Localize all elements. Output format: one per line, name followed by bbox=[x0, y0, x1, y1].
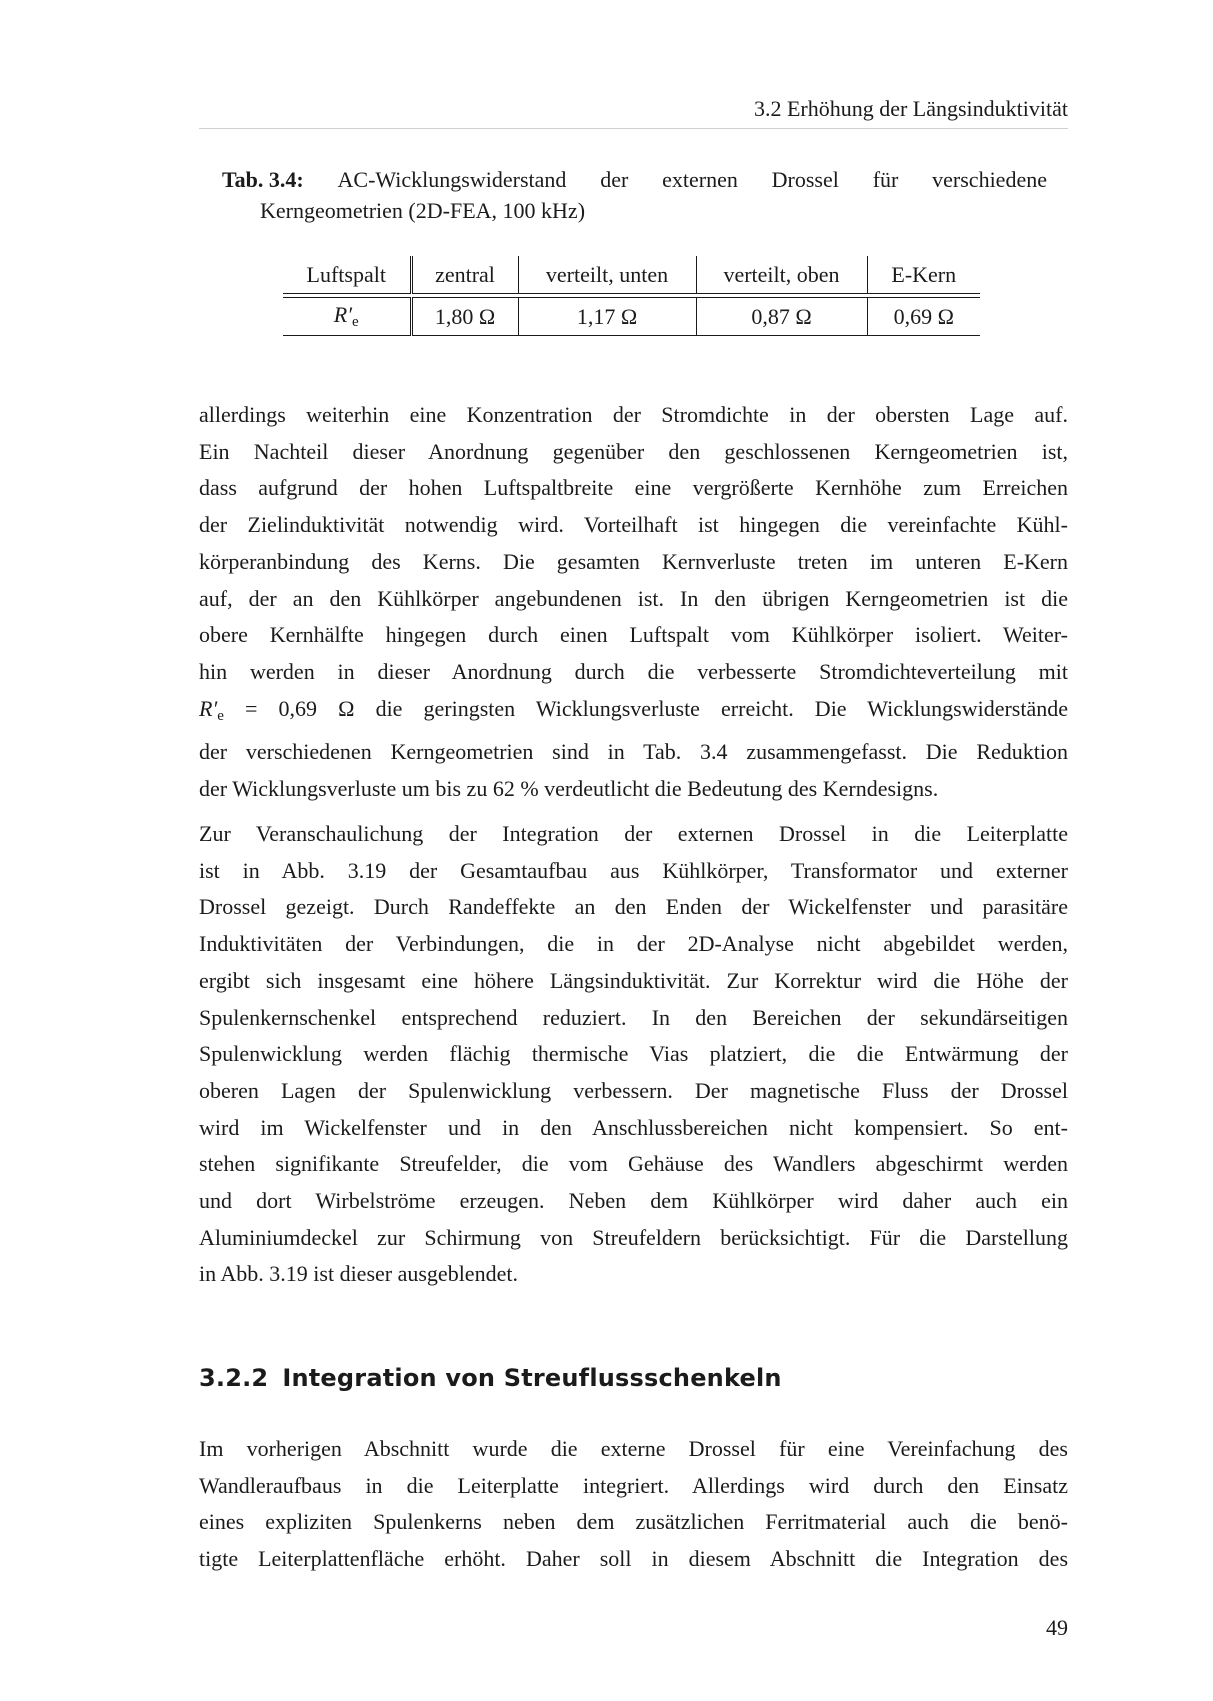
text-line: der verschiedenen Kerngeometrien sind in Tab. 3.4 zusammengefasst. Die Reduktion bbox=[199, 739, 1068, 765]
page-number: 49 bbox=[1046, 1615, 1068, 1640]
paragraph-2 bbox=[199, 816, 1068, 1293]
text-line: Ein Nachteil dieser Anordnung gegenüber den geschlossenen Kerngeometrien ist, bbox=[199, 438, 1068, 464]
text-line: wird im Wickelfenster und in den Anschlussbereichen nicht kompensiert. So ent- bbox=[199, 1114, 1068, 1140]
caption-word: AC-Wicklungswiderstand bbox=[337, 167, 567, 192]
resistance-symbol: R′ bbox=[199, 695, 218, 721]
table-col-header: verteilt, unten bbox=[518, 256, 696, 294]
caption-word: externen bbox=[662, 167, 738, 192]
table-cell: 1,17 Ω bbox=[518, 298, 696, 336]
resistance-subscript: e bbox=[352, 314, 359, 330]
table-cell: 1,80 Ω bbox=[411, 298, 518, 336]
text-line: der Wicklungsverluste um bis zu 62 % verdeutlicht die Bedeutung des Kerndesigns. bbox=[199, 776, 939, 802]
caption-label: Tab. 3.4: bbox=[222, 167, 304, 192]
table-row-label bbox=[283, 298, 411, 336]
text-line: dass aufgrund der hohen Luftspaltbreite eine vergrößerte Kernhöhe zum Erreichen bbox=[199, 475, 1068, 501]
math-line-text: = 0,69 Ω die geringsten Wicklungsverluste erreicht. Die Wicklungswiderstände bbox=[245, 695, 1068, 721]
paragraph-3 bbox=[199, 1431, 1068, 1578]
section-heading bbox=[199, 1362, 782, 1394]
text-line: auf, der an den Kühlkörper angebundenen ist. In den übrigen Kerngeometrien ist die bbox=[199, 585, 1068, 611]
caption-line-2: Kerngeometrien (2D-FEA, 100 kHz) bbox=[260, 198, 586, 223]
section-number: 3.2.2 bbox=[199, 1364, 269, 1392]
caption-line-1 bbox=[222, 164, 1047, 195]
text-line: Wandleraufbaus in die Leiterplatte integriert. Allerdings wird durch den Einsatz bbox=[199, 1472, 1068, 1498]
text-line: hin werden in dieser Anordnung durch die verbesserte Stromdichteverteilung mit bbox=[199, 658, 1068, 684]
text-line: in Abb. 3.19 ist dieser ausgeblendet. bbox=[199, 1261, 518, 1287]
table-col-header: E-Kern bbox=[867, 256, 980, 294]
header-rule bbox=[199, 128, 1068, 129]
resistance-symbol: R′ bbox=[333, 302, 353, 327]
running-head: 3.2 Erhöhung der Längsinduktivität bbox=[753, 96, 1068, 121]
text-line: und dort Wirbelströme erzeugen. Neben dem Kühlkörper wird daher auch ein bbox=[199, 1188, 1068, 1214]
caption-word: verschiedene bbox=[932, 167, 1047, 192]
text-line: Aluminiumdeckel zur Schirmung von Streufeldern berücksichtigt. Für die Darstellung bbox=[199, 1224, 1068, 1250]
resistance-subscript: e bbox=[217, 707, 224, 724]
table-cell: 0,69 Ω bbox=[867, 298, 980, 336]
table-caption bbox=[222, 164, 1047, 226]
paragraph-1 bbox=[199, 397, 1068, 808]
text-line: ist in Abb. 3.19 der Gesamtaufbau aus Kühlkörper, Transformator und externer bbox=[199, 857, 1068, 883]
table-row-header: Luftspalt bbox=[283, 256, 411, 294]
text-line: Spulenwicklung werden flächig thermische Vias platziert, die die Entwärmung der bbox=[199, 1041, 1068, 1067]
text-line: tigte Leiterplattenfläche erhöht. Daher soll in diesem Abschnitt die Integration des bbox=[199, 1546, 1068, 1572]
section-title: Integration von Streuflussschenkeln bbox=[282, 1364, 782, 1392]
text-line: Induktivitäten der Verbindungen, die in der 2D-Analyse nicht abgebildet werden, bbox=[199, 931, 1068, 957]
text-line: ergibt sich insgesamt eine höhere Längsinduktivität. Zur Korrektur wird die Höhe der bbox=[199, 967, 1068, 993]
table-col-header: zentral bbox=[411, 256, 518, 294]
caption-word: Drossel bbox=[771, 167, 839, 192]
table-col-header: verteilt, oben bbox=[696, 256, 867, 294]
winding-resistance-table bbox=[283, 256, 980, 336]
text-line: obere Kernhälfte hingegen durch einen Luftspalt vom Kühlkörper isoliert. Weiter- bbox=[199, 622, 1068, 648]
text-line: stehen signifikante Streufelder, die vom Gehäuse des Wandlers abgeschirmt werden bbox=[199, 1151, 1068, 1177]
text-line-math bbox=[199, 691, 1068, 735]
text-line: Spulenkernschenkel entsprechend reduziert. In den Bereichen der sekundärseitigen bbox=[199, 1004, 1068, 1030]
text-line: allerdings weiterhin eine Konzentration der Stromdichte in der obersten Lage auf. bbox=[199, 402, 1068, 427]
text-line: körperanbindung des Kerns. Die gesamten Kernverluste treten im unteren E-Kern bbox=[199, 548, 1068, 574]
caption-word: der bbox=[600, 167, 629, 192]
text-line: oberen Lagen der Spulenwicklung verbessern. Der magnetische Fluss der Drossel bbox=[199, 1077, 1068, 1103]
text-line: eines expliziten Spulenkerns neben dem zusätzlichen Ferritmaterial auch die benö- bbox=[199, 1509, 1068, 1535]
text-line: Im vorherigen Abschnitt wurde die externe Drossel für eine Vereinfachung des bbox=[199, 1436, 1068, 1461]
table-cell: 0,87 Ω bbox=[696, 298, 867, 336]
text-line: Drossel gezeigt. Durch Randeffekte an den Enden der Wickelfenster und parasitäre bbox=[199, 894, 1068, 920]
text-line: der Zielinduktivität notwendig wird. Vorteilhaft ist hingegen die vereinfachte Kühl- bbox=[199, 512, 1068, 538]
text-line: Zur Veranschaulichung der Integration der externen Drossel in die Leiterplatte bbox=[199, 821, 1068, 846]
caption-word: für bbox=[872, 167, 899, 192]
